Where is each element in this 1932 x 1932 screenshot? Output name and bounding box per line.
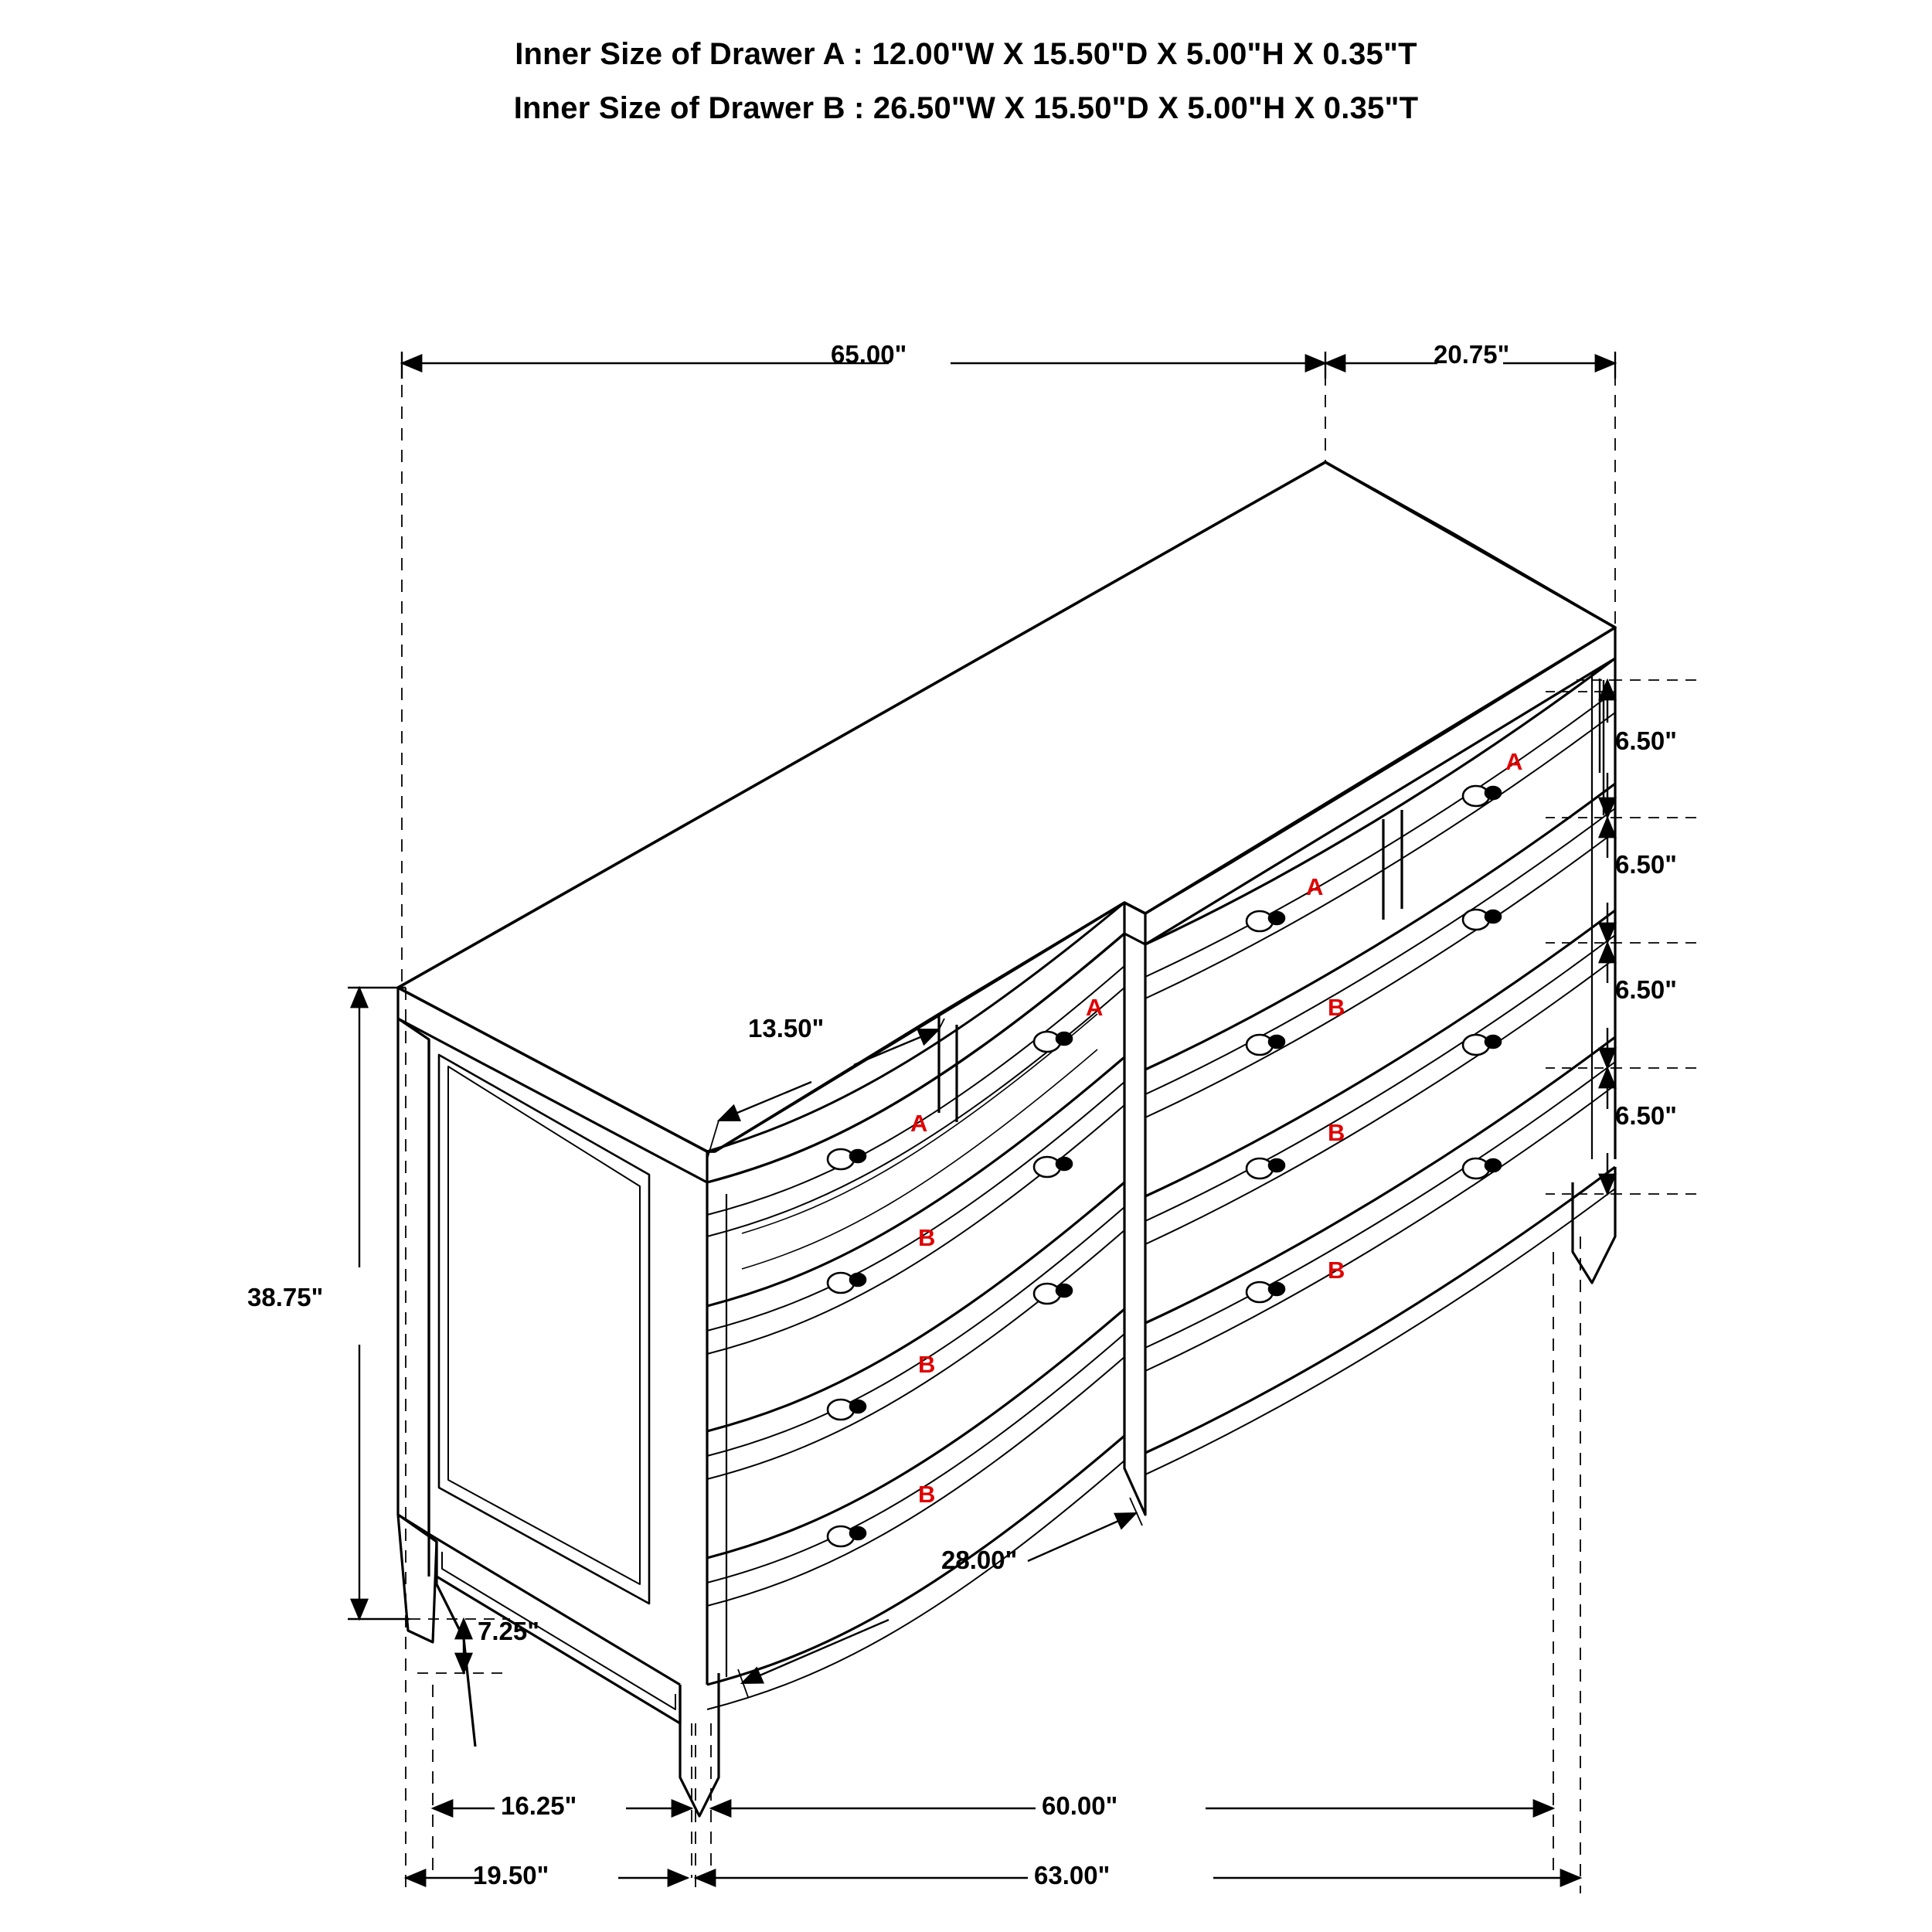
dim-drawer-row-3: 6.50" <box>1615 975 1677 1004</box>
dim-drawer-row-4: 6.50" <box>1615 1101 1677 1130</box>
drawer-label-b-2: B <box>1328 1119 1345 1146</box>
drawer-label-a-2: A <box>1306 873 1324 900</box>
drawer-label-a-1: A <box>1505 748 1523 775</box>
dim-drawer-b-width: 28.00" <box>941 1546 1018 1574</box>
dim-front-width-inner: 60.00" <box>1042 1791 1118 1820</box>
drawer-label-b-3: B <box>1328 1257 1345 1284</box>
dim-top-width-side: 20.75" <box>1434 340 1510 369</box>
dim-side-depth-outer: 19.50" <box>473 1861 549 1889</box>
drawer-knobs <box>828 786 1501 1546</box>
dim-side-depth: 16.25" <box>501 1791 577 1820</box>
drawer-b-spec: Inner Size of Drawer B : 26.50"W X 15.50"D X 5.00"H X 0.35"T <box>513 91 1419 125</box>
dim-overall-height: 38.75" <box>247 1283 324 1311</box>
dim-drawer-row-1: 6.50" <box>1615 726 1677 755</box>
dim-leg-clearance: 7.25" <box>478 1617 539 1645</box>
drawer-label-a-4: A <box>910 1110 928 1137</box>
drawer-label-b-6: B <box>918 1481 936 1508</box>
drawer-a-spec: Inner Size of Drawer A : 12.00"W X 15.50"D X 5.00"H X 0.35"T <box>515 37 1417 71</box>
drawer-label-b-5: B <box>918 1351 936 1378</box>
drawer-label-a-3: A <box>1086 994 1104 1021</box>
drawer-label-b-4: B <box>918 1224 936 1251</box>
drawer-label-b-1: B <box>1328 994 1345 1021</box>
dim-drawer-row-2: 6.50" <box>1615 850 1677 879</box>
dim-top-width-main: 65.00" <box>831 340 907 369</box>
dim-drawer-a-width: 13.50" <box>748 1014 825 1043</box>
dim-front-width-outer: 63.00" <box>1034 1861 1111 1889</box>
